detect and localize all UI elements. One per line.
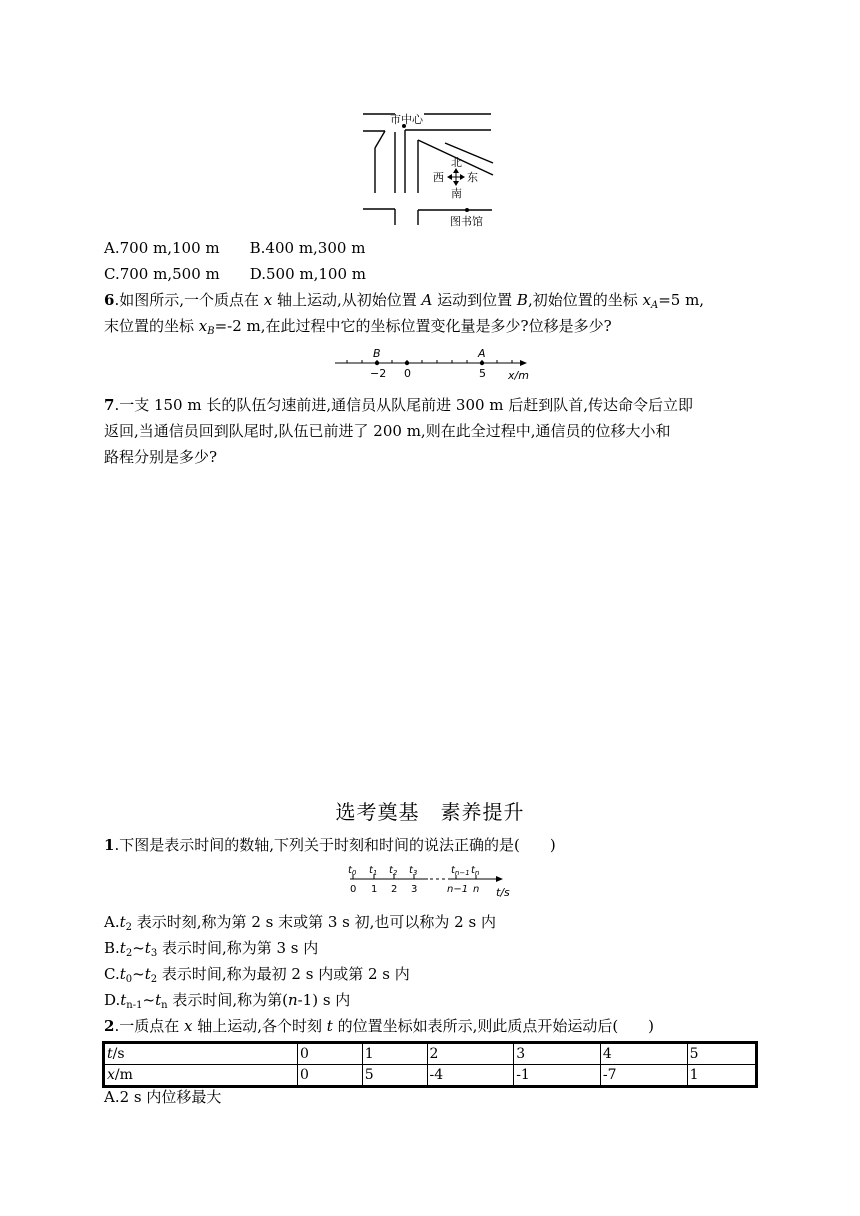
opt-var: t bbox=[155, 991, 162, 1009]
point-a-label: A bbox=[478, 347, 486, 360]
q6-sub: A bbox=[650, 300, 659, 311]
q6-text: =-2 m,在此过程中它的坐标位置变化量是多少?位移是多少? bbox=[214, 317, 612, 335]
opt-text: 表示时间,称为第( bbox=[167, 991, 288, 1009]
s2-text: 轴上运动,各个时刻 bbox=[192, 1017, 327, 1035]
q6-var: x bbox=[198, 317, 208, 335]
table-cell: 5 bbox=[362, 1065, 427, 1087]
opt-text: ~ bbox=[132, 965, 145, 983]
q6-var: A bbox=[421, 291, 433, 309]
q6-text: 末位置的坐标 bbox=[104, 317, 199, 335]
q5-option-d: D.500 m,100 m bbox=[249, 265, 367, 283]
table-row bbox=[104, 1043, 757, 1065]
south-label: 南 bbox=[451, 187, 462, 200]
q6-axis-figure bbox=[0, 345, 860, 385]
q6-var: x bbox=[642, 291, 651, 309]
s1-option-d bbox=[104, 990, 350, 1010]
q5-option-b: B.400 m,300 m bbox=[249, 239, 366, 257]
table-cell: 1 bbox=[362, 1043, 427, 1065]
table-header-x bbox=[104, 1065, 298, 1087]
table-row bbox=[104, 1065, 757, 1087]
opt-sub: 0 bbox=[125, 974, 133, 985]
table-cell: -1 bbox=[514, 1065, 601, 1087]
opt-sub: n bbox=[161, 1000, 168, 1011]
map-figure bbox=[0, 0, 860, 240]
time-number-label: 2 bbox=[391, 884, 398, 895]
table-header-t bbox=[104, 1043, 298, 1065]
section-title: 选考奠基 素养提升 bbox=[335, 800, 525, 824]
opt-var: t bbox=[144, 965, 151, 983]
point-a bbox=[480, 361, 484, 365]
table-cell: 2 bbox=[427, 1043, 514, 1065]
time-label: $t_3$ bbox=[409, 865, 418, 877]
opt-text: 表示时间,称为第 3 s 内 bbox=[157, 939, 319, 957]
q6-text: 轴上运动,从初始位置 bbox=[272, 291, 422, 309]
s1-option-a bbox=[104, 912, 496, 932]
table-cell: 1 bbox=[687, 1065, 756, 1087]
opt-var: t bbox=[144, 939, 151, 957]
opt-sub: 2 bbox=[125, 948, 133, 959]
table-cell: 0 bbox=[298, 1043, 363, 1065]
library-label: 图书馆 bbox=[450, 215, 483, 228]
opt-var: n bbox=[287, 991, 298, 1009]
time-number-label: 0 bbox=[350, 884, 357, 895]
time-axis-figure bbox=[0, 862, 860, 902]
q7-line2: 返回,当通信员回到队尾时,队伍已前进了 200 m,则在此全过程中,通信员的位移大小和 bbox=[104, 422, 671, 440]
opt-text: -1) s 内 bbox=[297, 991, 351, 1009]
time-axis-unit: t/s bbox=[496, 886, 510, 899]
opt-text: A. bbox=[104, 913, 120, 931]
header-unit: /m bbox=[114, 1067, 133, 1083]
table-cell: -4 bbox=[427, 1065, 514, 1087]
q6-stem-line2 bbox=[104, 316, 612, 336]
header-unit: /s bbox=[112, 1046, 125, 1062]
tick-label-m2: −2 bbox=[370, 367, 387, 380]
point-b bbox=[375, 361, 379, 365]
time-number-label: 3 bbox=[411, 884, 418, 895]
q5-options-row1 bbox=[104, 238, 365, 258]
q5-options-row2 bbox=[104, 264, 366, 284]
q6-stem-line1 bbox=[104, 290, 704, 310]
opt-text: C. bbox=[104, 965, 120, 983]
table-cell: 5 bbox=[687, 1043, 756, 1065]
q5-option-c: C.700 m,500 m bbox=[104, 265, 220, 283]
s1-number: 1 bbox=[104, 836, 115, 854]
time-label: $t_1$ bbox=[369, 865, 378, 877]
q6-text: =5 m, bbox=[658, 291, 705, 309]
s1-option-b bbox=[104, 938, 318, 958]
q6-number: 6 bbox=[104, 291, 115, 309]
s2-option-a: A.2 s 内位移最大 bbox=[104, 1088, 222, 1106]
header-var: t bbox=[107, 1046, 113, 1062]
s2-text: 的位置坐标如表所示,则此质点开始运动后( ) bbox=[332, 1017, 655, 1035]
s2-var: t bbox=[326, 1017, 333, 1035]
table-cell: -7 bbox=[600, 1065, 687, 1087]
compass-icon bbox=[447, 168, 465, 186]
opt-sub: 2 bbox=[125, 922, 133, 933]
s1-text: .下图是表示时间的数轴,下列关于时刻和时间的说法正确的是( ) bbox=[114, 836, 556, 854]
q7-line3: 路程分别是多少? bbox=[104, 448, 218, 466]
q5-option-a: A.700 m,100 m bbox=[104, 239, 220, 257]
opt-var: t bbox=[119, 913, 126, 931]
position-table bbox=[102, 1041, 758, 1088]
opt-text: ~ bbox=[142, 991, 156, 1009]
opt-sub: n-1 bbox=[126, 1000, 143, 1011]
opt-text: B. bbox=[104, 939, 120, 957]
time-label: $t_0$ bbox=[348, 865, 357, 877]
header-var: x bbox=[107, 1067, 115, 1083]
table-cell: 3 bbox=[514, 1043, 601, 1065]
q6-var: x bbox=[263, 291, 273, 309]
opt-text: 表示时刻,称为第 2 s 末或第 3 s 初,也可以称为 2 s 内 bbox=[132, 913, 496, 931]
opt-sub: 3 bbox=[150, 948, 158, 959]
q6-sub: B bbox=[207, 326, 215, 337]
north-label: 北 bbox=[451, 156, 462, 169]
q7-number: 7 bbox=[104, 396, 115, 414]
q7-line1 bbox=[104, 395, 693, 415]
axis-unit-label: x/m bbox=[508, 369, 529, 382]
s1-option-c bbox=[104, 964, 410, 984]
opt-text: 表示时间,称为最初 2 s 内或第 2 s 内 bbox=[157, 965, 410, 983]
time-number-label: n bbox=[473, 884, 480, 895]
q6-text: ,初始位置的坐标 bbox=[527, 291, 643, 309]
tick-label-0: 0 bbox=[404, 367, 411, 380]
point-o bbox=[405, 361, 409, 365]
time-number-label: 1 bbox=[371, 884, 378, 895]
opt-text: ~ bbox=[132, 939, 145, 957]
point-b-label: B bbox=[373, 347, 381, 360]
opt-text: D. bbox=[104, 991, 121, 1009]
opt-var: t bbox=[119, 965, 126, 983]
s1-stem bbox=[104, 835, 556, 855]
opt-sub: 2 bbox=[150, 974, 158, 985]
opt-var: t bbox=[120, 991, 127, 1009]
opt-var: t bbox=[119, 939, 126, 957]
east-label: 东 bbox=[467, 171, 478, 184]
time-label: $t_{n-1}$ bbox=[451, 865, 470, 877]
library-dot bbox=[465, 208, 469, 212]
s2-number: 2 bbox=[104, 1017, 115, 1035]
time-label: $t_n$ bbox=[471, 865, 480, 877]
time-label: $t_2$ bbox=[389, 865, 398, 877]
table-cell: 0 bbox=[298, 1065, 363, 1087]
q7-text: .一支 150 m 长的队伍匀速前进,通信员从队尾前进 300 m 后赶到队首,传达命令后立即 bbox=[114, 396, 694, 414]
west-label: 西 bbox=[433, 171, 444, 184]
q6-text: 运动到位置 bbox=[432, 291, 517, 309]
table-cell: 4 bbox=[600, 1043, 687, 1065]
tick-label-5: 5 bbox=[479, 367, 486, 380]
time-number-label: n−1 bbox=[447, 884, 469, 895]
s2-stem bbox=[104, 1016, 654, 1036]
s2-text: .一质点在 bbox=[114, 1017, 184, 1035]
city-center-label: 市中心 bbox=[390, 113, 423, 126]
s2-var: x bbox=[183, 1017, 193, 1035]
q6-text: .如图所示,一个质点在 bbox=[114, 291, 264, 309]
q6-var: B bbox=[516, 291, 528, 309]
